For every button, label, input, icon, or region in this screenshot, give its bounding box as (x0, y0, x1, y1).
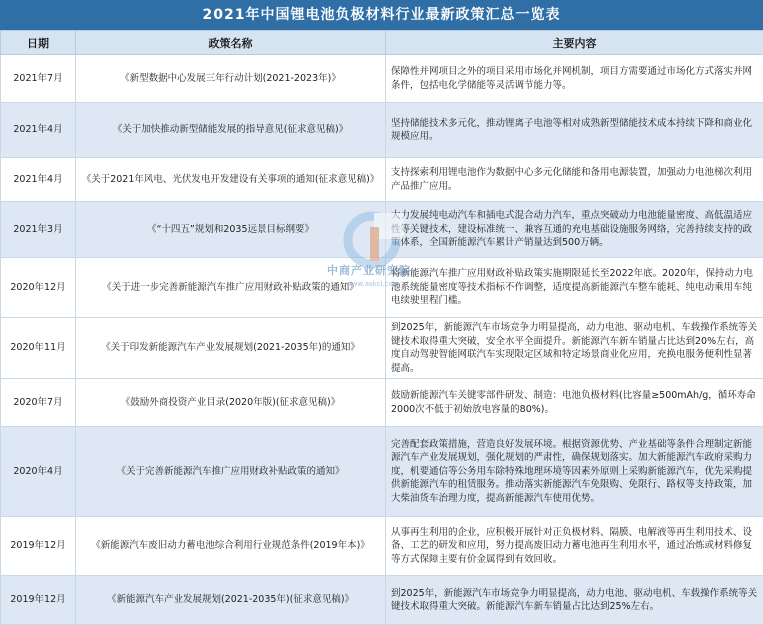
content-cell: 坚持储能技术多元化，推动锂离子电池等相对成熟新型储能技术成本持续下降和商业化规模应用。 (386, 103, 763, 158)
policy-cell: 《关于2021年风电、光伏发电开发建设有关事项的通知(征求意见稿)》 (76, 158, 386, 202)
policy-cell: 《新能源汽车产业发展规划(2021-2035年)(征求意见稿)》 (76, 576, 386, 625)
date-cell: 2020年12月 (1, 258, 76, 318)
table-row (1, 379, 763, 427)
content-cell: 到2025年，新能源汽车市场竞争力明显提高，动力电池、驱动电机、车载操作系统等关键技术取得重大突破。新能源汽车新车销量占比达到25%左右。 (386, 576, 763, 625)
content-cell: 保障性并网项目之外的项目采用市场化并网机制，项目方需要通过市场化方式落实并网条件，包括电化学储能等灵活调节能力等。 (386, 55, 763, 103)
watermark-text: 中商产业研究院 (327, 262, 411, 278)
content-cell: 完善配套政策措施，营造良好发展环境。根据资源优势、产业基础等条件合理制定新能源汽车产业发展规划，强化规划的严肃性，确保规划落实。加大新能源汽车政府采购力度，机要通信等公务用车除特殊地理环境等因素外原则上采购新能源汽车，优先采购提供新能源汽车的租赁服务。推动落实新能源汽车免限购、免限行、路权等支持政策，加大柴油货车治理力度，提高新能源汽车使用优势。 (386, 427, 763, 517)
content-cell: 支持探索利用锂电池作为数据中心多元化储能和备用电源装置，加强动力电池梯次利用产品推广应用。 (386, 158, 763, 202)
table-row (1, 202, 763, 258)
policy-cell: 《关于加快推动新型储能发展的指导意见(征求意见稿)》 (76, 103, 386, 158)
content-cell: 从事再生利用的企业，应积极开展针对正负极材料、隔膜、电解液等再生利用技术、设备、工艺的研发和应用，努力提高废旧动力蓄电池再生利用水平，通过冶炼或材料修复等方式保障主要有价金属得到有效回收。 (386, 517, 763, 576)
date-cell: 2019年12月 (1, 517, 76, 576)
policy-table (0, 30, 763, 625)
table-row (1, 576, 763, 625)
content-cell: 大力发展纯电动汽车和插电式混合动力汽车，重点突破动力电池能量密度、高低温适应性等关键技术，建设标准统一、兼容互通的充电基础设施服务网络，完善持续支持的政策体系，全国新能源汽车累计产销量达到500万辆。 (386, 202, 763, 258)
policy-cell: 《“十四五”规划和2035远景目标纲要》 (76, 202, 386, 258)
policy-cell: 《鼓励外商投资产业目录(2020年版)(征求意见稿)》 (76, 379, 386, 427)
column-header-policy: 政策名称 (76, 31, 386, 55)
table-row (1, 517, 763, 576)
page-title: 2021年中国锂电池负极材料行业最新政策汇总一览表 (0, 0, 763, 30)
content-cell: 鼓励新能源汽车关键零部件研发、制造：电池负极材料(比容量≥500mAh/g，循环寿命2000次不低于初始放电容量的80%)。 (386, 379, 763, 427)
table-row (1, 55, 763, 103)
policy-cell: 《关于进一步完善新能源汽车推广应用财政补贴政策的通知》 (76, 258, 386, 318)
policy-cell: 《新能源汽车废旧动力蓄电池综合利用行业规范条件(2019年本)》 (76, 517, 386, 576)
column-header-date: 日期 (1, 31, 76, 55)
date-cell: 2020年4月 (1, 427, 76, 517)
policy-cell: 《关于印发新能源汽车产业发展规划(2021-2035年)的通知》 (76, 318, 386, 379)
date-cell: 2021年3月 (1, 202, 76, 258)
policy-cell: 《新型数据中心发展三年行动计划(2021-2023年)》 (76, 55, 386, 103)
content-cell: 将新能源汽车推广应用财政补贴政策实施期限延长至2022年底。2020年，保持动力电池系统能量密度等技术指标不作调整，适度提高新能源汽车整车能耗、纯电动乘用车纯电续驶里程门槛。 (386, 258, 763, 318)
table-row (1, 103, 763, 158)
date-cell: 2019年12月 (1, 576, 76, 625)
policy-cell: 《关于完善新能源汽车推广应用财政补贴政策的通知》 (76, 427, 386, 517)
date-cell: 2021年4月 (1, 103, 76, 158)
date-cell: 2021年7月 (1, 55, 76, 103)
table-row (1, 158, 763, 202)
watermark-url: www.askci.com (346, 280, 400, 288)
table-header-row (1, 31, 763, 55)
content-cell: 到2025年，新能源汽车市场竞争力明显提高，动力电池、驱动电机、车载操作系统等关键技术取得重大突破，安全水平全面提升。新能源汽车新车销量占比达到20%左右，高度自动驾驶智能网联汽车实现限定区域和特定场景商业化应用，充换电服务便利性显著提高。 (386, 318, 763, 379)
date-cell: 2020年11月 (1, 318, 76, 379)
date-cell: 2020年7月 (1, 379, 76, 427)
column-header-content: 主要内容 (386, 31, 763, 55)
table-row (1, 258, 763, 318)
table-row (1, 318, 763, 379)
date-cell: 2021年4月 (1, 158, 76, 202)
table-row (1, 427, 763, 517)
